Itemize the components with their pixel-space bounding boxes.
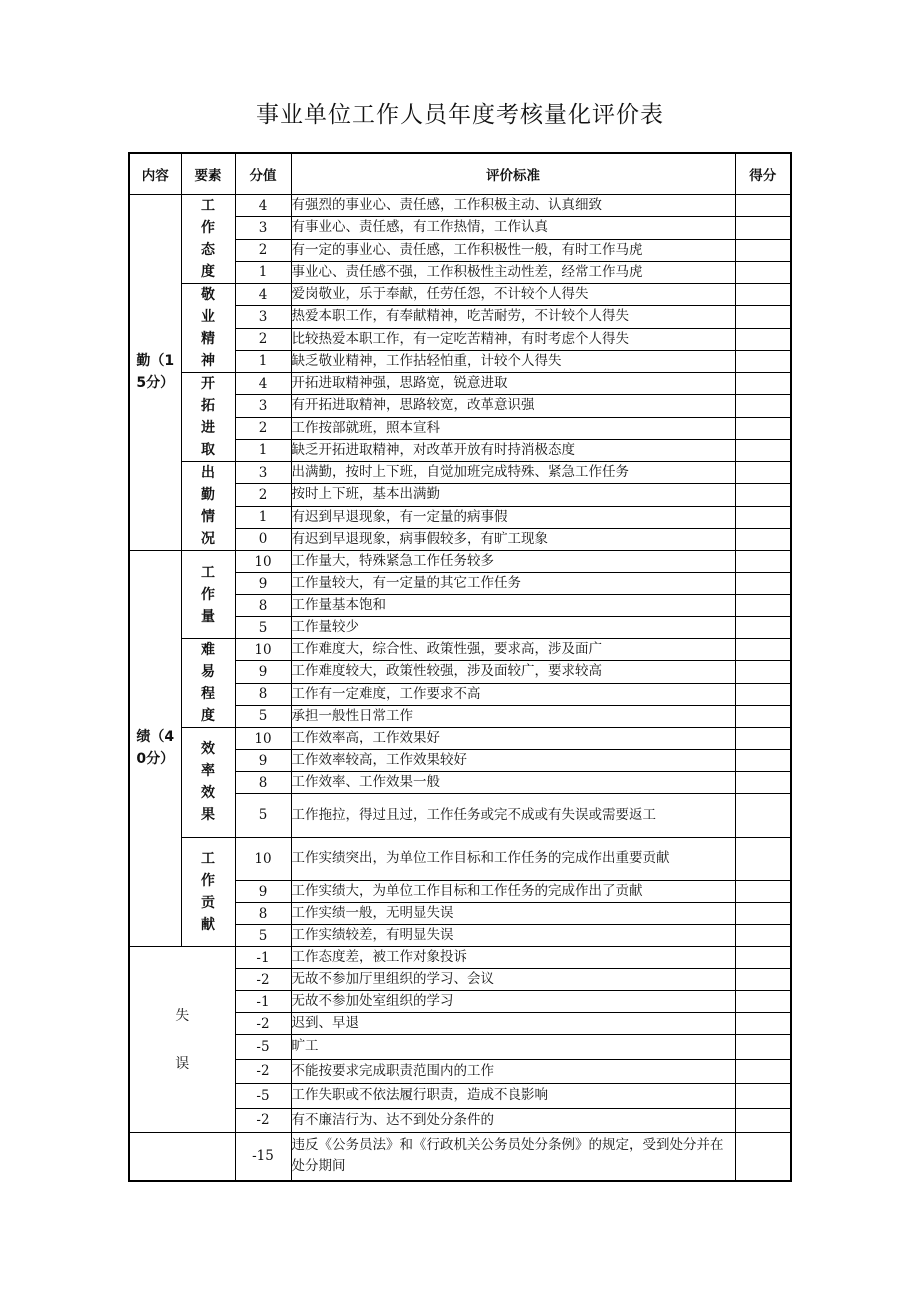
score-input-cell[interactable]: [735, 837, 791, 881]
score-value: 2: [235, 484, 291, 506]
score-input-cell[interactable]: [735, 261, 791, 283]
score-value: 10: [235, 728, 291, 750]
score-input-cell[interactable]: [735, 306, 791, 328]
score-input-cell[interactable]: [735, 551, 791, 573]
criteria-text: 出满勤，按时上下班，自觉加班完成特殊、紧急工作任务: [291, 462, 735, 484]
score-value: 8: [235, 595, 291, 617]
criteria-text: 工作实绩一般，无明显失误: [291, 903, 735, 925]
criteria-text: 工作难度大，综合性、政策性强，要求高，涉及面广: [291, 639, 735, 661]
score-input-cell[interactable]: [735, 484, 791, 506]
score-input-cell[interactable]: [735, 506, 791, 528]
table-row: [129, 1133, 791, 1181]
score-value: 5: [235, 705, 291, 727]
score-input-cell[interactable]: [735, 705, 791, 727]
table-row: [129, 195, 791, 217]
element-label: [181, 373, 235, 462]
score-input-cell[interactable]: [735, 772, 791, 794]
score-input-cell[interactable]: [735, 881, 791, 903]
criteria-text: 有不廉洁行为、达不到处分条件的: [291, 1108, 735, 1133]
score-input-cell[interactable]: [735, 617, 791, 639]
criteria-text: 工作有一定难度，工作要求不高: [291, 683, 735, 705]
score-value: -2: [235, 969, 291, 991]
score-value: 10: [235, 639, 291, 661]
criteria-text: 工作效率高，工作效果好: [291, 728, 735, 750]
criteria-text: 无故不参加厅里组织的学习、会议: [291, 969, 735, 991]
score-value: 3: [235, 217, 291, 239]
score-value: 1: [235, 261, 291, 283]
table-row: [129, 373, 791, 395]
score-input-cell[interactable]: [735, 417, 791, 439]
table-row: [129, 837, 791, 881]
criteria-text: 工作实绩突出，为单位工作目标和工作任务的完成作出重要贡献: [291, 837, 735, 881]
header-criteria: 评价标准: [291, 153, 735, 195]
element-label: [181, 837, 235, 947]
element-label: [181, 639, 235, 728]
score-value: 10: [235, 837, 291, 881]
score-value: 5: [235, 617, 291, 639]
score-input-cell[interactable]: [735, 462, 791, 484]
criteria-text: 承担一般性日常工作: [291, 705, 735, 727]
score-value: 1: [235, 350, 291, 372]
criteria-text: 比较热爱本职工作，有一定吃苦精神，有时考虑个人得失: [291, 328, 735, 350]
score-value: 5: [235, 925, 291, 947]
score-value: 9: [235, 573, 291, 595]
score-value: -1: [235, 947, 291, 969]
section-label-text: 绩（40分）: [136, 729, 175, 767]
score-value: 8: [235, 772, 291, 794]
criteria-text: 有迟到早退现象，病事假较多，有旷工现象: [291, 528, 735, 550]
score-value: 9: [235, 881, 291, 903]
score-input-cell[interactable]: [735, 328, 791, 350]
score-value: 4: [235, 284, 291, 306]
criteria-text: 工作态度差，被工作对象投诉: [291, 947, 735, 969]
score-input-cell[interactable]: [735, 1084, 791, 1109]
section-label: [129, 551, 181, 947]
score-value: 3: [235, 306, 291, 328]
score-value: 9: [235, 661, 291, 683]
criteria-text: 工作量大，特殊紧急工作任务较多: [291, 551, 735, 573]
header-element: 要素: [181, 153, 235, 195]
score-input-cell[interactable]: [735, 1059, 791, 1084]
score-value: 8: [235, 683, 291, 705]
score-value: -5: [235, 1084, 291, 1109]
element-label-text: 效率效果: [200, 741, 215, 824]
score-input-cell[interactable]: [735, 284, 791, 306]
criteria-text: 有一定的事业心、责任感，工作积极性一般，有时工作马虎: [291, 239, 735, 261]
score-value: -2: [235, 1108, 291, 1133]
score-value: 2: [235, 417, 291, 439]
criteria-text: 违反《公务员法》和《行政机关公务员处分条例》的规定，受到处分并在处分期间: [291, 1133, 735, 1181]
table-row: [129, 728, 791, 750]
score-input-cell[interactable]: [735, 991, 791, 1013]
score-input-cell[interactable]: [735, 350, 791, 372]
score-value: 4: [235, 373, 291, 395]
header-score: 分值: [235, 153, 291, 195]
criteria-text: 工作实绩较差，有明显失误: [291, 925, 735, 947]
score-value: -1: [235, 991, 291, 1013]
criteria-text: 工作难度较大，政策性较强，涉及面较广，要求较高: [291, 661, 735, 683]
score-input-cell[interactable]: [735, 395, 791, 417]
header-content: 内容: [129, 153, 181, 195]
score-input-cell[interactable]: [735, 528, 791, 550]
score-value: -2: [235, 1059, 291, 1084]
score-input-cell[interactable]: [735, 1108, 791, 1133]
score-input-cell[interactable]: [735, 439, 791, 461]
criteria-text: 工作失职或不依法履行职责，造成不良影响: [291, 1084, 735, 1109]
score-input-cell[interactable]: [735, 903, 791, 925]
element-label-text: 敬业精神: [200, 287, 215, 369]
criteria-text: 工作按部就班，照本宣科: [291, 417, 735, 439]
element-label-text: 工作态度: [200, 198, 215, 280]
criteria-text: 工作量较大，有一定量的其它工作任务: [291, 573, 735, 595]
table-row: [129, 551, 791, 573]
element-label: [181, 728, 235, 838]
criteria-text: 迟到、早退: [291, 1013, 735, 1035]
score-value: 8: [235, 903, 291, 925]
criteria-text: 按时上下班，基本出满勤: [291, 484, 735, 506]
criteria-text: 事业心、责任感不强，工作积极性主动性差，经常工作马虎: [291, 261, 735, 283]
score-value: 10: [235, 551, 291, 573]
element-label: [181, 284, 235, 373]
element-label-text: 难易程度: [200, 642, 215, 724]
element-label: [181, 462, 235, 551]
table-row: [129, 462, 791, 484]
mistake-label: [129, 947, 235, 1133]
criteria-text: 开拓进取精神强，思路宽，锐意进取: [291, 373, 735, 395]
score-value: 3: [235, 395, 291, 417]
score-value: 5: [235, 794, 291, 838]
section-label: [129, 195, 181, 551]
criteria-text: 工作拖拉，得过且过，工作任务或完不成或有失误或需要返工: [291, 794, 735, 838]
table-row: [129, 639, 791, 661]
score-input-cell[interactable]: [735, 750, 791, 772]
score-input-cell[interactable]: [735, 947, 791, 969]
criteria-text: 缺乏开拓进取精神，对改革开放有时持消极态度: [291, 439, 735, 461]
criteria-text: 爱岗敬业，乐于奉献，任劳任怨，不计较个人得失: [291, 284, 735, 306]
score-value: 0: [235, 528, 291, 550]
element-label-text: 出勤情况: [200, 465, 215, 547]
score-value: 3: [235, 462, 291, 484]
element-label: [181, 195, 235, 284]
header-row: [129, 153, 791, 195]
criteria-text: 缺乏敬业精神，工作拈轻怕重，计较个人得失: [291, 350, 735, 372]
criteria-text: 有强烈的事业心、责任感，工作积极主动、认真细致: [291, 195, 735, 217]
score-value: -15: [235, 1133, 291, 1181]
score-value: 1: [235, 506, 291, 528]
criteria-text: 无故不参加处室组织的学习: [291, 991, 735, 1013]
section-label-text: 勤（15分）: [136, 353, 175, 391]
criteria-text: 工作实绩大，为单位工作目标和工作任务的完成作出了贡献: [291, 881, 735, 903]
score-input-cell[interactable]: [735, 217, 791, 239]
score-input-cell[interactable]: [735, 573, 791, 595]
score-input-cell[interactable]: [735, 595, 791, 617]
criteria-text: 工作量基本饱和: [291, 595, 735, 617]
score-value: -5: [235, 1035, 291, 1060]
header-got: 得分: [735, 153, 791, 195]
mistake-label-tail: [129, 1133, 235, 1181]
criteria-text: 旷工: [291, 1035, 735, 1060]
score-value: -2: [235, 1013, 291, 1035]
criteria-text: 工作量较少: [291, 617, 735, 639]
score-value: 2: [235, 239, 291, 261]
score-input-cell[interactable]: [735, 373, 791, 395]
score-value: 4: [235, 195, 291, 217]
page-title: 事业单位工作人员年度考核量化评价表: [256, 102, 664, 128]
score-input-cell[interactable]: [735, 239, 791, 261]
score-input-cell[interactable]: [735, 969, 791, 991]
element-label-text: 工作贡献: [200, 850, 215, 933]
score-input-cell[interactable]: [735, 195, 791, 217]
criteria-text: 有开拓进取精神，思路较宽，改革意识强: [291, 395, 735, 417]
table-row: [129, 284, 791, 306]
score-input-cell[interactable]: [735, 794, 791, 838]
score-input-cell[interactable]: [735, 1035, 791, 1060]
criteria-text: 有事业心、责任感，有工作热情，工作认真: [291, 217, 735, 239]
score-input-cell[interactable]: [735, 683, 791, 705]
element-label-text: 工作量: [200, 564, 215, 625]
criteria-text: 热爱本职工作，有奉献精神，吃苦耐劳，不计较个人得失: [291, 306, 735, 328]
element-label-text: 开拓进取: [200, 376, 215, 458]
score-input-cell[interactable]: [735, 661, 791, 683]
criteria-text: 工作效率、工作效果一般: [291, 772, 735, 794]
criteria-text: 工作效率较高，工作效果较好: [291, 750, 735, 772]
score-input-cell[interactable]: [735, 728, 791, 750]
table-body: [129, 195, 791, 1181]
criteria-text: 不能按要求完成职责范围内的工作: [291, 1059, 735, 1084]
table-row: [129, 947, 791, 969]
element-label: [181, 551, 235, 639]
score-value: 9: [235, 750, 291, 772]
score-value: 1: [235, 439, 291, 461]
score-input-cell[interactable]: [735, 1133, 791, 1181]
evaluation-table: [128, 152, 792, 1182]
score-value: 2: [235, 328, 291, 350]
score-input-cell[interactable]: [735, 925, 791, 947]
mistake-label-text: 失误: [175, 1007, 190, 1072]
criteria-text: 有迟到早退现象，有一定量的病事假: [291, 506, 735, 528]
score-input-cell[interactable]: [735, 1013, 791, 1035]
score-input-cell[interactable]: [735, 639, 791, 661]
